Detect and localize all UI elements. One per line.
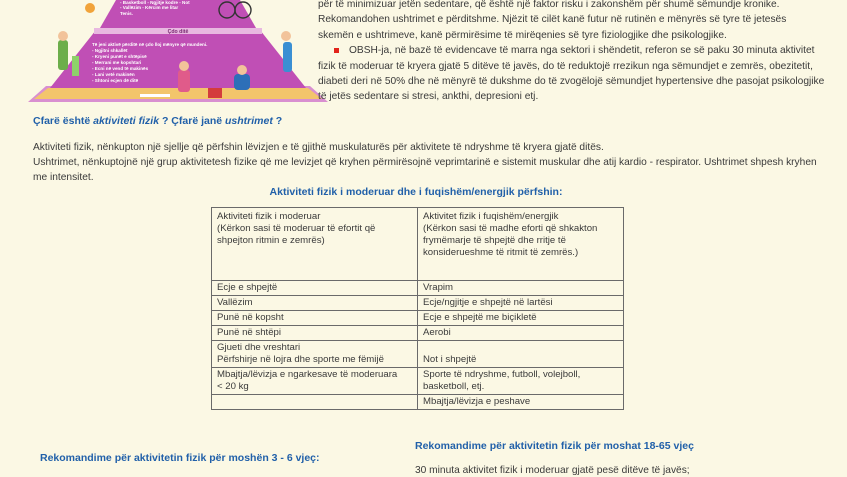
intro-line: skemën e ushtrimeve, kanë përmirësime të mirëqenies së tyre fiziologjike dhe psikologjike. xyxy=(318,29,727,41)
table-cell: Ecje e shpejtë me biçikletë xyxy=(418,311,624,326)
definition-line: Ushtrimet, nënkuptojnë një grup aktivitetesh fizike që me levizjet që kryhen përmirësojnë veprimtarinë e sistemit muskular dhe atij kardio - respirator. Ushtrimet shpesh kryhen xyxy=(33,157,817,169)
question-term: ushtrimet xyxy=(225,115,273,127)
who-line: OBSH-ja, në bazë të evidencave të marra nga sektori i shëndetit, referon se së paku 30 minuta aktivitet xyxy=(349,45,815,57)
question-term: aktiviteti fizik xyxy=(93,115,160,127)
table-cell xyxy=(212,368,418,395)
table-row xyxy=(212,395,624,410)
pyramid-every-day-item: - Kryeni punët e shtëpisë xyxy=(92,54,147,59)
header-moderate xyxy=(212,208,418,281)
table-row xyxy=(212,341,624,368)
pyramid-every-day-item: - Merrani me kopshtari xyxy=(92,60,142,65)
intro-paragraph xyxy=(318,0,838,105)
question-text: ? xyxy=(272,115,283,127)
header-text: frymëmarje të shpejtë dhe rritje të xyxy=(423,235,566,246)
activity-pyramid-illustration xyxy=(28,0,330,104)
cell-line: < 20 kg xyxy=(217,381,249,392)
table-cell xyxy=(418,368,624,395)
cell-line: Not i shpejtë xyxy=(423,354,477,365)
pyramid-every-day-item: - Ecni në vend të makinës xyxy=(92,66,149,71)
pyramid-every-day-intro: Të jeni aktivë përditë në çdo lloj mënyre që mundeni. xyxy=(92,42,208,47)
intro-line: Rekomandohen ushtrimet e përditshme. Njëzit të cilët kanë futur në rutinën e mënyrës së tyre të jetesës xyxy=(318,14,787,26)
cell-line: Mbajtja/lëvizja e ngarkesave të moderuara xyxy=(217,369,398,380)
table-row xyxy=(212,281,624,296)
pyramid-graphic xyxy=(28,0,330,104)
pyramid-every-day-item: - Ngjitni shkallët xyxy=(92,48,128,53)
table-row xyxy=(212,311,624,326)
who-line: të jetës sedentare si stresi, ankthi, depresioni etj. xyxy=(318,91,539,103)
cell-line: basketboll, etj. xyxy=(423,381,485,392)
table-header-row xyxy=(212,208,624,281)
pyramid-top-item: - Vallëzim - Kërcim me litar xyxy=(120,5,179,10)
table-title: Aktiviteti fizik i moderuar dhe i fuqishëm/energjik përfshin: xyxy=(269,186,563,198)
who-line: diabeti deri në 50% dhe në mënyrë të dukshme do të zvogëlojë sëmundjet hypertensive dhe pasojat psikologjike xyxy=(318,76,825,88)
definition-line: me intensitet. xyxy=(33,172,94,184)
pyramid-every-day-item: - Shtoni ecjen dë ditë xyxy=(92,78,139,83)
header-text: shpejton ritmin e zemrës) xyxy=(217,235,325,246)
definition-paragraph xyxy=(33,140,833,186)
table-cell xyxy=(212,341,418,368)
table-cell xyxy=(418,341,624,368)
pyramid-top-item: Tenis. xyxy=(120,11,133,16)
recommendation-heading-3-6: Rekomandime për aktivitetin fizik për moshën 3 - 6 vjeç: xyxy=(40,452,320,464)
pyramid-every-day-heading: Çdo ditë xyxy=(167,29,189,35)
table-cell xyxy=(212,395,418,410)
section-question-heading xyxy=(33,115,282,127)
question-text: ? Çfarë janë xyxy=(159,115,226,127)
question-text: Çfarë është xyxy=(33,115,94,127)
bullet-square-icon xyxy=(334,48,339,53)
header-text: Aktivitet fizik i fuqishëm/energjik xyxy=(423,211,559,222)
who-line: fizik të moderuar të kryera gjatë 5 ditëve të javës, do të reduktojë rrezikun nga sëmundjet e zemrës, obezitetit, xyxy=(318,60,813,72)
header-text: (Kërkon sasi të madhe eforti që shkakton xyxy=(423,223,598,234)
table-row xyxy=(212,326,624,341)
table-cell: Aerobi xyxy=(418,326,624,341)
table-cell: Ecje/ngjitje e shpejtë në lartësi xyxy=(418,296,624,311)
header-text: (Kërkon sasi të moderuar të efortit që xyxy=(217,223,376,234)
table-cell: Punë në kopsht xyxy=(212,311,418,326)
header-text: Aktiviteti fizik i moderuar xyxy=(217,211,321,222)
table-cell: Ecje e shpejtë xyxy=(212,281,418,296)
recommendation-heading-18-65: Rekomandime për aktivitetin fizik për moshat 18-65 vjeç xyxy=(415,440,694,452)
cell-line: Sporte të ndryshme, futboll, volejboll, xyxy=(423,369,581,380)
table-cell: Punë në shtëpi xyxy=(212,326,418,341)
recommendation-text-18-65: 30 minuta aktivitet fizik i moderuar gjatë pesë ditëve të javës; xyxy=(415,465,690,476)
intro-line: për të minimizuar jetën sedentare, që është një faktor risku i zakonshëm për shumë sëmundje kronike. xyxy=(318,0,780,10)
pyramid-top-item: - Basketboll - Ngjitje kodre - Not xyxy=(120,0,190,5)
cell-line: Gjueti dhe vreshtari xyxy=(217,342,301,353)
pyramid-every-day-item: - Lani veté makinën xyxy=(92,72,135,77)
table-row xyxy=(212,296,624,311)
table-cell: Mbajtja/lëvizja e peshave xyxy=(418,395,624,410)
table-cell: Vallëzim xyxy=(212,296,418,311)
header-vigorous xyxy=(418,208,624,281)
definition-line: Aktiviteti fizik, nënkupton një sjellje që përfshin lëvizjen e të gjithë muskulaturës për aktivitete të ndryshme të kryera gjatë ditës. xyxy=(33,142,604,153)
header-text: konsiderueshme të ritmit të zemrës.) xyxy=(423,247,579,258)
activity-table xyxy=(211,207,624,410)
cell-line xyxy=(423,342,618,354)
table-cell: Vrapim xyxy=(418,281,624,296)
cell-line: Përfshirje në lojra dhe sporte me fëmijë xyxy=(217,354,384,365)
table-row xyxy=(212,368,624,395)
